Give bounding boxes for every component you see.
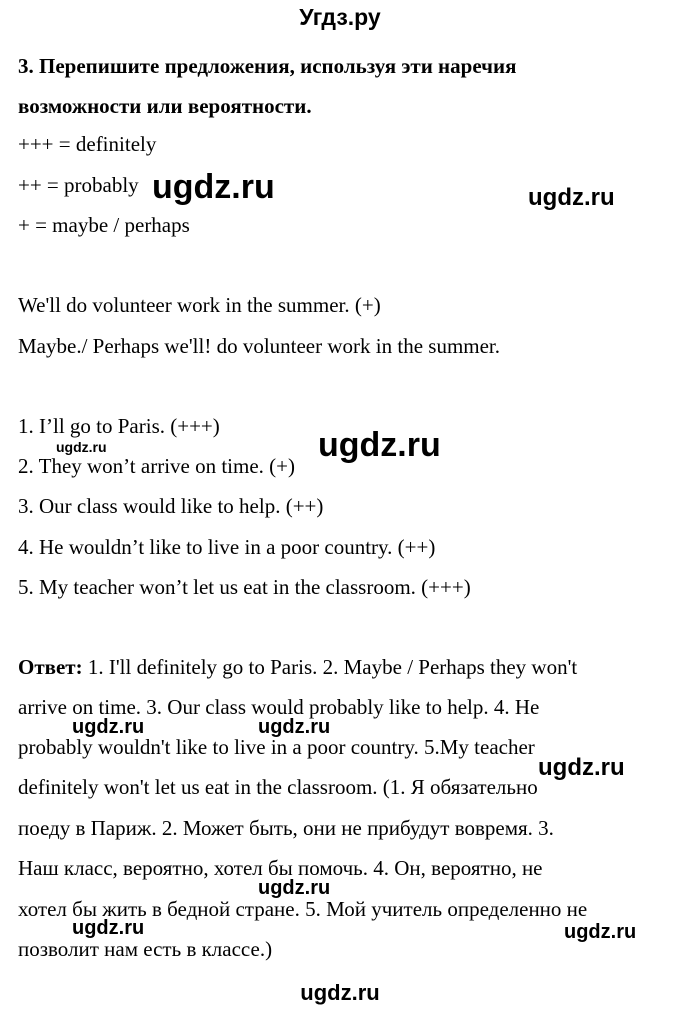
- footer-watermark: ugdz.ru: [300, 980, 380, 1005]
- watermark: ugdz.ru: [258, 877, 331, 899]
- watermark: ugdz.ru: [152, 168, 275, 206]
- legend-maybe: + = maybe / perhaps: [18, 213, 190, 237]
- watermark: ugdz.ru: [72, 716, 145, 738]
- example-sentence: We'll do volunteer work in the summer. (+): [18, 293, 381, 317]
- answer-line: поеду в Париж. 2. Может быть, они не прибудут вовремя. 3.: [18, 816, 554, 840]
- watermark: ugdz.ru: [72, 917, 145, 939]
- answer-line: probably wouldn't like to live in a poor country. 5.My teacher: [18, 735, 535, 759]
- answer-line: позволит нам есть в классе.): [18, 937, 273, 961]
- answer-line: Наш класс, вероятно, хотел бы помочь. 4. Он, вероятно, не: [18, 856, 543, 880]
- watermark: ugdz.ru: [528, 184, 615, 211]
- answer-line-1: [18, 657, 577, 678]
- answer-text: 1. I'll definitely go to Paris. 2. Maybe / Perhaps they won't: [82, 655, 578, 679]
- watermark: ugdz.ru: [564, 921, 637, 943]
- exercise-item: 5. My teacher won’t let us eat in the classroom. (+++): [18, 575, 471, 599]
- answer-label: Ответ:: [18, 655, 83, 679]
- task-title-line-2: возможности или вероятности.: [18, 94, 312, 118]
- answer-line: хотел бы жить в бедной стране. 5. Мой учитель определенно не: [18, 897, 588, 921]
- site-title: Угдз.ру: [299, 4, 381, 30]
- legend-definitely: +++ = definitely: [18, 132, 157, 156]
- exercise-item: 1. I’ll go to Paris. (+++): [18, 414, 220, 438]
- exercise-item: 4. He wouldn’t like to live in a poor country. (++): [18, 535, 436, 559]
- watermark: ugdz.ru: [56, 439, 107, 455]
- exercise-item: 2. They won’t arrive on time. (+): [18, 454, 295, 478]
- task-title-line-1: 3. Перепишите предложения, используя эти наречия: [18, 54, 517, 78]
- example-answer: Maybe./ Perhaps we'll! do volunteer work in the summer.: [18, 334, 501, 358]
- watermark: ugdz.ru: [538, 754, 625, 781]
- exercise-item: 3. Our class would like to help. (++): [18, 494, 324, 518]
- answer-line: definitely won't let us eat in the classroom. (1. Я обязательно: [18, 775, 538, 799]
- legend-probably: ++ = probably: [18, 173, 139, 197]
- answer-line: arrive on time. 3. Our class would probably like to help. 4. He: [18, 695, 540, 719]
- watermark: ugdz.ru: [318, 426, 441, 464]
- watermark: ugdz.ru: [258, 716, 331, 738]
